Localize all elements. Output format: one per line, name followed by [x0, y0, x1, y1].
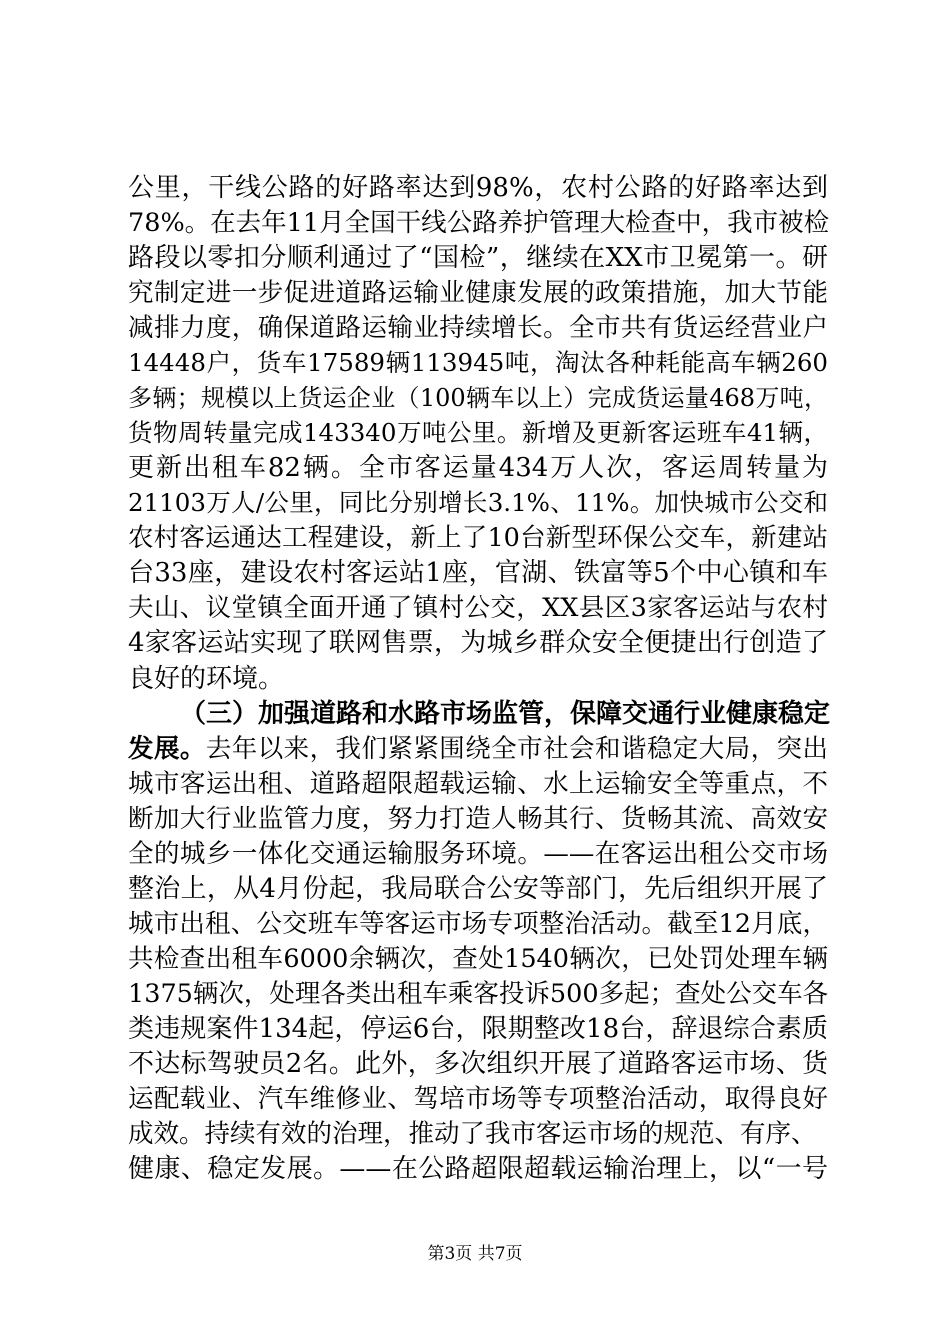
body-text-line: 更新出租车82辆。全市客运量434万人次，客运周转量为: [128, 453, 828, 483]
body-text-line: 减排力度，确保道路运输业持续增长。全市共有货运经营业户: [128, 313, 828, 343]
body-text-line: 健康、稳定发展。——在公路超限超载运输治理上，以“一号: [128, 1154, 828, 1184]
body-text-line: 不达标驾驶员2名。此外，多次组织开展了道路客运市场、货: [128, 1049, 828, 1079]
body-text-span: 去年以来，我们紧紧围绕全市社会和谐稳定大局，突出: [205, 734, 828, 764]
body-text-line: 共检查出租车6000余辆次，查处1540辆次，已处罚处理车辆: [128, 944, 828, 974]
body-text-line: 台33座，建设农村客运站1座，官湖、铁富等5个中心镇和车: [128, 558, 828, 588]
body-text-line: 夫山、议堂镇全面开通了镇村公交，XX县区3家客运站与农村: [128, 593, 828, 623]
body-text-line: 良好的环境。: [128, 664, 285, 694]
body-text-line: 农村客运通达工程建设，新上了10台新型环保公交车，新建站: [128, 523, 828, 553]
body-text-line: 78%。在去年11月全国干线公路养护管理大检查中，我市被检: [128, 208, 830, 238]
section-heading: （三）加强道路和水路市场监管，保障交通行业健康稳定: [180, 699, 831, 729]
body-text-line: 货物周转量完成143340万吨公里。新增及更新客运班车41辆，: [128, 418, 828, 447]
body-text-line: 类违规案件134起，停运6台，限期整改18台，辞退综合素质: [128, 1014, 828, 1044]
body-text-line: [128, 733, 828, 765]
body-text-line: 多辆；规模以上货运企业（100辆车以上）完成货运量468万吨，: [128, 384, 828, 412]
body-text-line: 运配载业、汽车维修业、驾培市场等专项整治活动，取得良好: [128, 1084, 828, 1114]
body-text-line: 整治上，从4月份起，我局联合公安等部门，先后组织开展了: [128, 874, 828, 904]
body-text-line: 成效。持续有效的治理，推动了我市客运市场的规范、有序、: [128, 1119, 817, 1149]
section-heading-end: 发展。: [128, 734, 206, 764]
body-text-line: 城市客运出租、道路超限超载运输、水上运输安全等重点，不: [128, 769, 828, 799]
body-text-line: 21103万人/公里，同比分别增长3.1%、11%。加快城市公交和: [128, 488, 828, 517]
body-text-line: 4家客运站实现了联网售票，为城乡群众安全便捷出行创造了: [128, 628, 828, 658]
body-text-line: 断加大行业监管力度，努力打造人畅其行、货畅其流、高效安: [128, 804, 828, 834]
body-text-line: 究制定进一步促进道路运输业健康发展的政策措施，加大节能: [128, 278, 828, 308]
body-text-line: 全的城乡一体化交通运输服务环境。——在客运出租公交市场: [128, 839, 828, 869]
body-text-line: 1375辆次，处理各类出租车乘客投诉500多起；查处公交车各: [128, 979, 829, 1009]
body-text-line: 路段以零扣分顺利通过了“国检”，继续在XX市卫冕第一。研: [128, 243, 828, 273]
body-text-line: 公里，干线公路的好路率达到98%，农村公路的好路率达到: [128, 173, 828, 203]
body-text-line: 14448户，货车17589辆113945吨，淘汰各种耗能高车辆260: [128, 348, 828, 377]
page-footer: 第3页 共7页: [427, 1244, 523, 1264]
body-text-line: 城市出租、公交班车等客运市场专项整治活动。截至12月底，: [128, 909, 828, 939]
